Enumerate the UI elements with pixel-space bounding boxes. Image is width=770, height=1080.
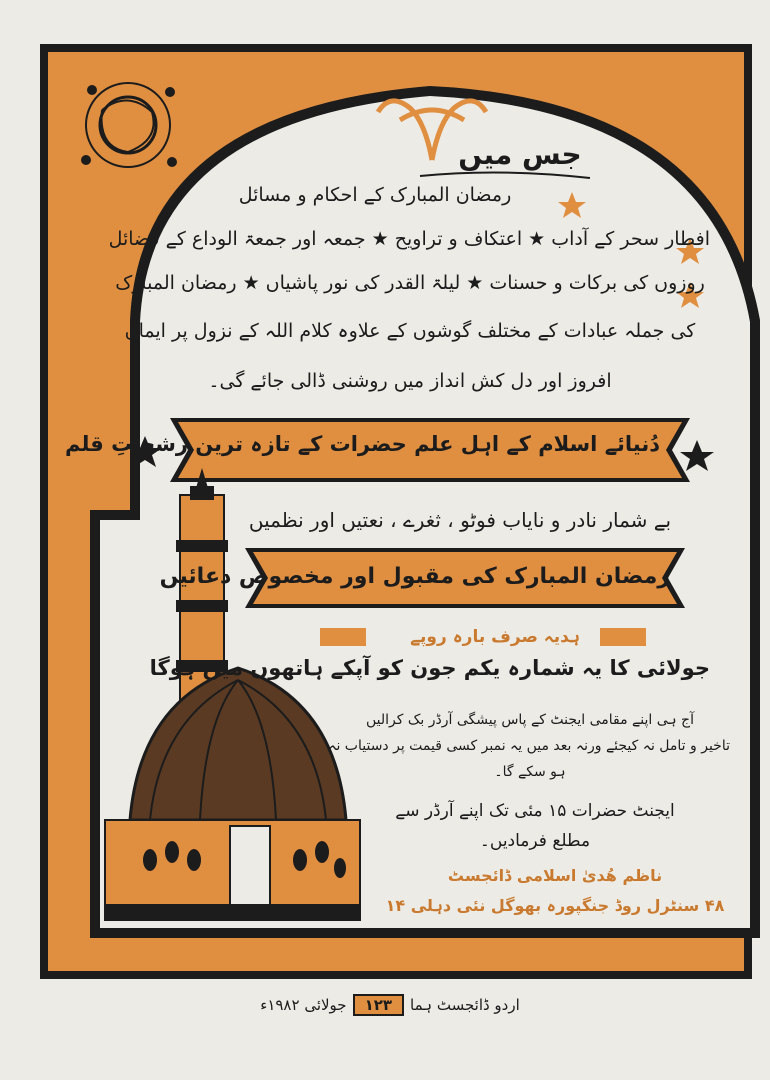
banner-mid-text: رمضان المبارک کی مقبول اور مخصوص دعائیں: [159, 564, 670, 589]
photos-line: بے شمار نادر و نایاب فوٹو ، ثغرے ، نعتیں اور نظمیں: [248, 508, 672, 532]
footer-publication: اردو ڈائجسٹ ہما: [410, 996, 520, 1014]
page-number: ۱۲۳: [353, 994, 404, 1016]
content-line: افطار سحر کے آداب ★ اعتکاف و تراویح ★ جمعہ اور جمعۃ الوداع کے فضائل: [108, 228, 710, 250]
issue-line: جولائی کا یہ شمارہ یکم جون کو آپکے ہاتھوں میں ہوگا: [149, 656, 710, 680]
order-line: ہو سکے گا۔: [494, 764, 566, 780]
publisher-name: ناظم ھُدیٰ اسلامی ڈائجسٹ: [447, 866, 663, 885]
agent-line: ایجنٹ حضرات ۱۵ مئی تک اپنے آرڈر سے: [395, 801, 675, 821]
content-line: رمضان المبارک کے احکام و مسائل: [238, 184, 512, 206]
footer-date: جولائی ۱۹۸۲ء: [260, 996, 347, 1014]
publisher-address: ۴۸ سنٹرل روڈ جنگپورہ بھوگل نئی دہلی ۱۴: [385, 896, 725, 915]
content-line: روزوں کی برکات و حسنات ★ لیلۃ القدر کی نور پاشیاں ★ رمضان المبارک: [115, 272, 705, 294]
content-line: افروز اور دل کش انداز میں روشنی ڈالی جائے گی۔: [208, 370, 612, 392]
content-line: کی جملہ عبادات کے مختلف گوشوں کے علاوہ کلام اللہ کے نزول پر ایمان: [124, 320, 696, 342]
order-line: آج ہی اپنے مقامی ایجنٹ کے پاس پیشگی آرڈر بک کرالیں: [366, 712, 694, 728]
banner-top-text: دُنیائے اسلام کے اہل علم حضرات کے تازہ ترین رشحاتِ قلم: [64, 432, 660, 456]
price-text: ہدیہ صرف بارہ روپے: [410, 627, 580, 647]
heading: جس میں: [458, 138, 582, 171]
page-footer: [230, 994, 550, 1016]
order-line: تاخیر و تامل نہ کیجئے ورنہ بعد میں یہ نمبر کسی قیمت پر دستیاب نہ: [328, 738, 730, 754]
agent-line: مطلع فرمادیں۔: [479, 831, 591, 851]
